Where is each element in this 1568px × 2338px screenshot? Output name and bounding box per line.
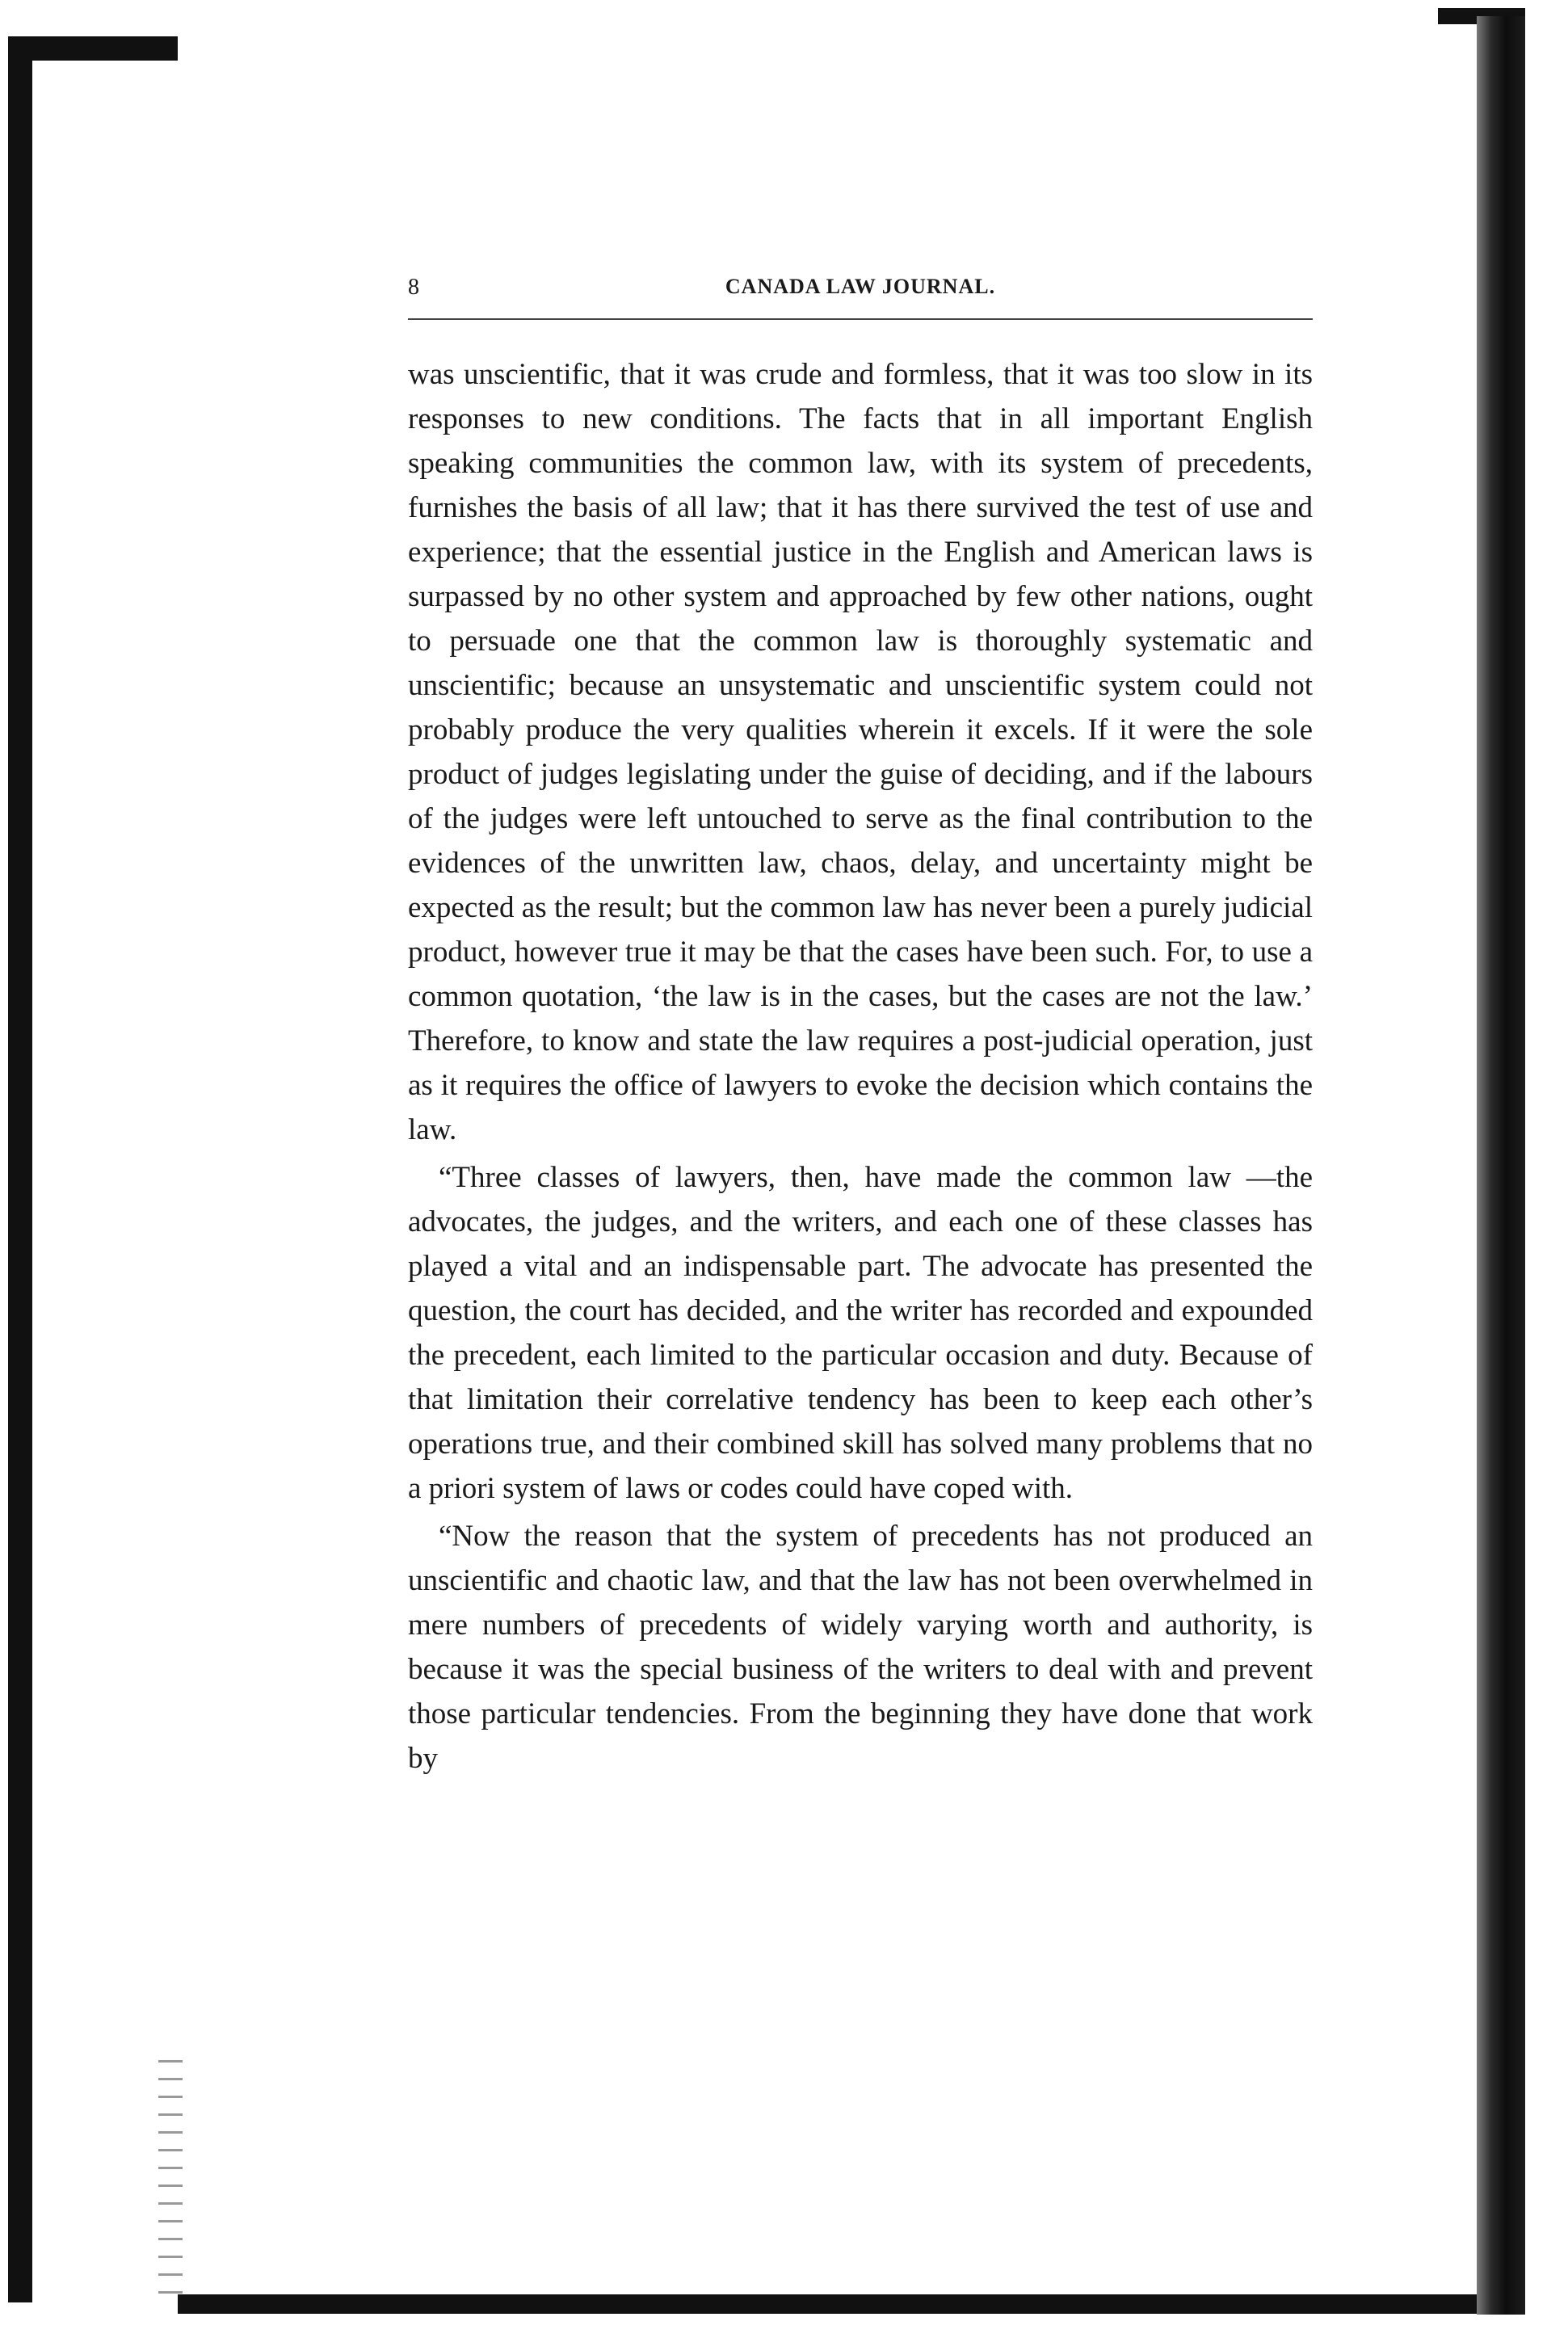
body-text [408, 352, 1313, 1781]
scan-border-right [1477, 16, 1525, 2315]
paragraph-system-of-precedents: “Now the reason that the system of precedents has not produced an unscientific and chaotic law, and that the law has not been overwhelmed in mere numbers of precedents of widely varying worth and authority, is because it was the special business of the writers to deal with and prevent those particular tendencies. From the beginning they have done that work by [408, 1520, 1313, 1775]
header-rule [408, 318, 1313, 320]
journal-title: CANADA LAW JOURNAL. [725, 275, 996, 298]
scan-border-top-left [8, 36, 178, 61]
page-number: 8 [408, 275, 420, 300]
running-head [408, 275, 1313, 307]
scan-border-left [8, 40, 32, 2302]
scan-specks [158, 2060, 183, 2294]
paragraph-three-classes: “Three classes of lawyers, then, have made the common law —the advocates, the judges, and the writers, and each one of these classes has played a vital and an indispensable part. The advocate has presented the question, the court has decided, and the writer has recorded and expounded the precedent, each limited to the particular occasion and duty. Because of that limitation their correlative tendency has been to keep each other’s operations true, and their combined skill has solved many problems that no a priori system of laws or codes could have coped with. [408, 1161, 1313, 1505]
paragraph-continued: was unscientific, that it was crude and formless, that it was too slow in its responses to new conditions. The facts that in all important English speaking communities the common law, with its system of precedents, furnishes the basis of all law; that it has there survived the test of use and experience; that the essential justice in the English and American laws is surpassed by no other system and approached by few other nations, ought to persuade one that the common law is thoroughly systematic and unscientific; because an unsystematic and unscientific system could not probably produce the very qualities wherein it excels. If it were the sole product of judges legislating under the guise of deciding, and if the labours of the judges were left untouched to serve as the final contribution to the evidences of the unwritten law, chaos, delay, and uncertainty might be expected as the result; but the common law has never been a purely judicial product, however true it may be that the cases have been such. For, to use a common quotation, ‘the law is in the cases, but the cases are not the law.’ Therefore, to know and state the law requires a post-judicial operation, just as it requires the office of lawyers to evoke the decision which contains the law. [408, 358, 1313, 1146]
scan-border-bottom [178, 2294, 1519, 2314]
